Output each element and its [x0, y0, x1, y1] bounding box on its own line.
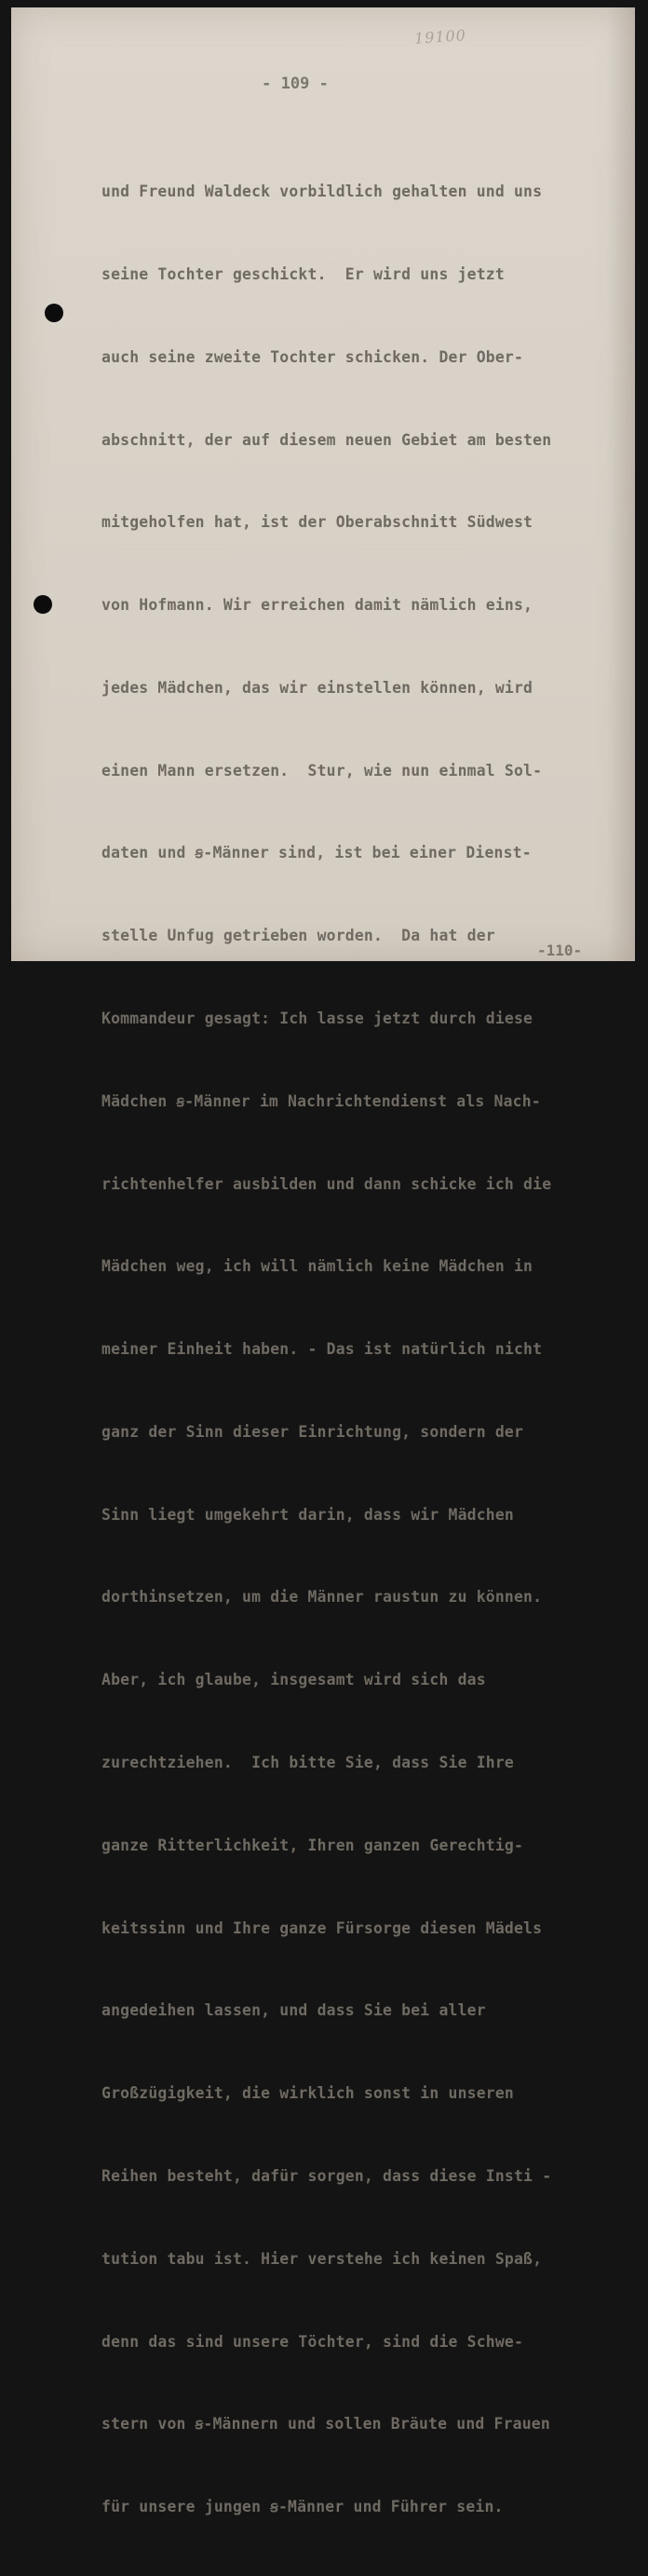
- text-line: Aber, ich glaube, insgesamt wird sich das: [101, 1671, 486, 1689]
- text-line: Kommandeur gesagt: Ich lasse jetzt durch diese: [101, 1010, 533, 1027]
- page-number: - 109 -: [262, 75, 329, 93]
- text-line: Mädchen ꞩ-Männer im Nachrichtendienst als Nach-: [101, 1091, 541, 1110]
- text-line: stern von ꞩ-Männern und sollen Bräute und Frauen: [101, 2415, 550, 2434]
- text-line: auch seine zweite Tochter schicken. Der Ober-: [101, 347, 524, 366]
- text-line: angedeihen lassen, und dass Sie bei aller: [101, 2001, 486, 2020]
- handwritten-note: 19100: [413, 26, 467, 47]
- text-line: Großzügigkeit, die wirklich sonst in unseren: [101, 2084, 514, 2103]
- text-line: ganze Ritterlichkeit, Ihren ganzen Gerechtig-: [101, 1836, 524, 1854]
- text-line: seine Tochter geschickt. Er wird uns jetzt: [101, 264, 505, 283]
- text-line: stelle Unfug getrieben worden. Da hat der: [101, 927, 495, 945]
- text-line: für unsere jungen ꞩ-Männer und Führer sein.: [101, 2498, 504, 2516]
- text-line: Reihen besteht, dafür sorgen, dass diese Insti -: [101, 2166, 552, 2185]
- document-page: [11, 7, 635, 2516]
- text-line: meiner Einheit haben. - Das ist natürlich nicht: [101, 1340, 543, 1359]
- text-line: daten und ꞩ-Männer sind, ist bei einer Dienst-: [101, 844, 532, 862]
- next-page-marker: -110-: [537, 942, 583, 959]
- body-text: [101, 123, 623, 2576]
- text-line: ganz der Sinn dieser Einrichtung, sondern der: [101, 1422, 524, 1441]
- text-line: denn das sind unsere Töchter, sind die Schwe-: [101, 2332, 524, 2351]
- text-line: mitgeholfen hat, ist der Oberabschnitt Südwest: [101, 513, 533, 532]
- punch-hole-bottom: [34, 595, 52, 614]
- text-line: dorthinsetzen, um die Männer raustun zu können.: [101, 1588, 543, 1607]
- text-line: einen Mann ersetzen. Stur, wie nun einmal Sol-: [101, 761, 543, 780]
- punch-hole-top: [45, 304, 63, 322]
- text-line: Mädchen weg, ich will nämlich keine Mädchen in: [101, 1257, 533, 1276]
- text-line: und Freund Waldeck vorbildlich gehalten und uns: [101, 183, 543, 201]
- text-line: richtenhelfer ausbilden und dann schicke ich die: [101, 1174, 552, 1193]
- text-line: tution tabu ist. Hier verstehe ich keinen Spaß,: [101, 2249, 543, 2268]
- text-line: zurechtziehen. Ich bitte Sie, dass Sie Ihre: [101, 1754, 514, 1772]
- text-line: keitssinn und Ihre ganze Fürsorge diesen Mädels: [101, 1918, 543, 1937]
- text-line: jedes Mädchen, das wir einstellen können, wird: [101, 678, 533, 697]
- text-line: von Hofmann. Wir erreichen damit nämlich eins,: [101, 596, 533, 615]
- text-line: abschnitt, der auf diesem neuen Gebiet am besten: [101, 430, 552, 449]
- text-line: Sinn liegt umgekehrt darin, dass wir Mädchen: [101, 1505, 514, 1524]
